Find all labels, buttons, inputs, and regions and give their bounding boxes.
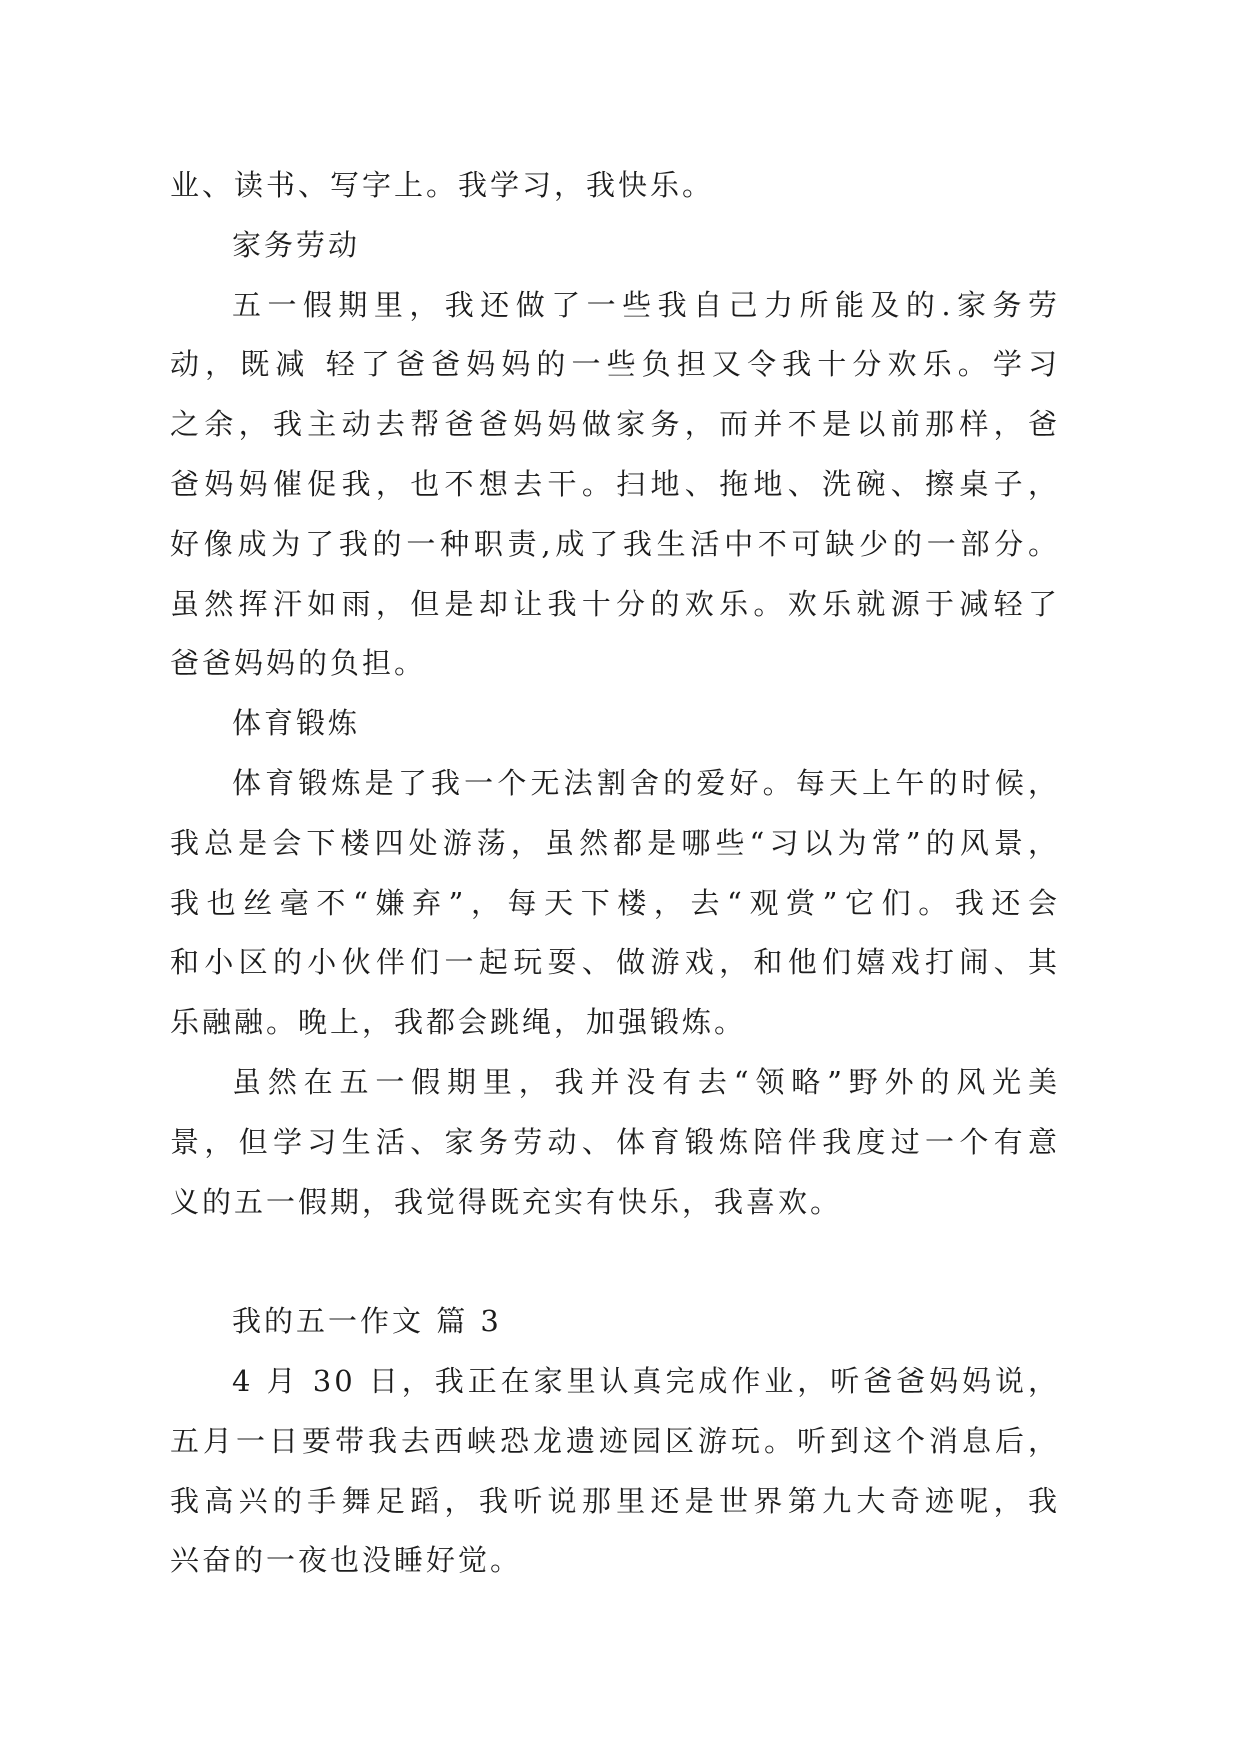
text-line: 虽然挥汗如雨，但是却让我十分的欢乐。欢乐就源于减轻了 — [170, 586, 1060, 621]
text-line: 五月一日要带我去西峡恐龙遗迹园区游玩。听到这个消息后， — [170, 1423, 1060, 1458]
text-line: 景，但学习生活、家务劳动、体育锻炼陪伴我度过一个有意 — [170, 1124, 1060, 1159]
blank-line — [170, 1232, 1060, 1292]
section-heading: 家务劳动 — [232, 227, 361, 262]
text-line: 业、读书、写字上。我学习，我快乐。 — [170, 168, 715, 202]
essay-title: 我的五一作文 篇 3 — [232, 1304, 502, 1339]
section-heading: 体育锻炼 — [232, 706, 361, 741]
text-line: 4 月 30 日，我正在家里认真完成作业，听爸爸妈妈说， — [232, 1363, 1060, 1398]
text-line: 我总是会下楼四处游荡，虽然都是哪些“习以为常”的风景， — [170, 825, 1060, 860]
text-line: 义的五一假期，我觉得既充实有快乐，我喜欢。 — [170, 1184, 843, 1219]
text-line: 乐融融。晚上，我都会跳绳，加强锻炼。 — [170, 1005, 747, 1040]
text-line: 我高兴的手舞足蹈，我听说那里还是世界第九大奇迹呢，我 — [170, 1483, 1060, 1518]
text-line: 虽然在五一假期里，我并没有去“领略”野外的风光美 — [232, 1064, 1060, 1099]
text-line: 爸妈妈催促我，也不想去干。扫地、拖地、洗碗、擦桌子， — [170, 466, 1060, 501]
text-line: 五一假期里，我还做了一些我自己力所能及的.家务劳 — [232, 287, 1060, 322]
text-line: 和小区的小伙伴们一起玩耍、做游戏，和他们嬉戏打闹、其 — [170, 945, 1060, 980]
text-line: 爸爸妈妈的负担。 — [170, 646, 427, 681]
text-line: 动，既减 轻了爸爸妈妈的一些负担又令我十分欢乐。学习 — [170, 347, 1060, 382]
text-line: 好像成为了我的一种职责,成了我生活中不可缺少的一部分。 — [170, 526, 1060, 561]
text-line: 体育锻炼是了我一个无法割舍的爱好。每天上午的时候， — [232, 765, 1060, 800]
text-line: 我也丝毫不“嫌弃”，每天下楼，去“观赏”它们。我还会 — [170, 885, 1060, 920]
text-line: 兴奋的一夜也没睡好觉。 — [170, 1543, 523, 1578]
document-page — [170, 156, 1060, 1591]
text-line: 之余，我主动去帮爸爸妈妈做家务，而并不是以前那样，爸 — [170, 407, 1060, 442]
